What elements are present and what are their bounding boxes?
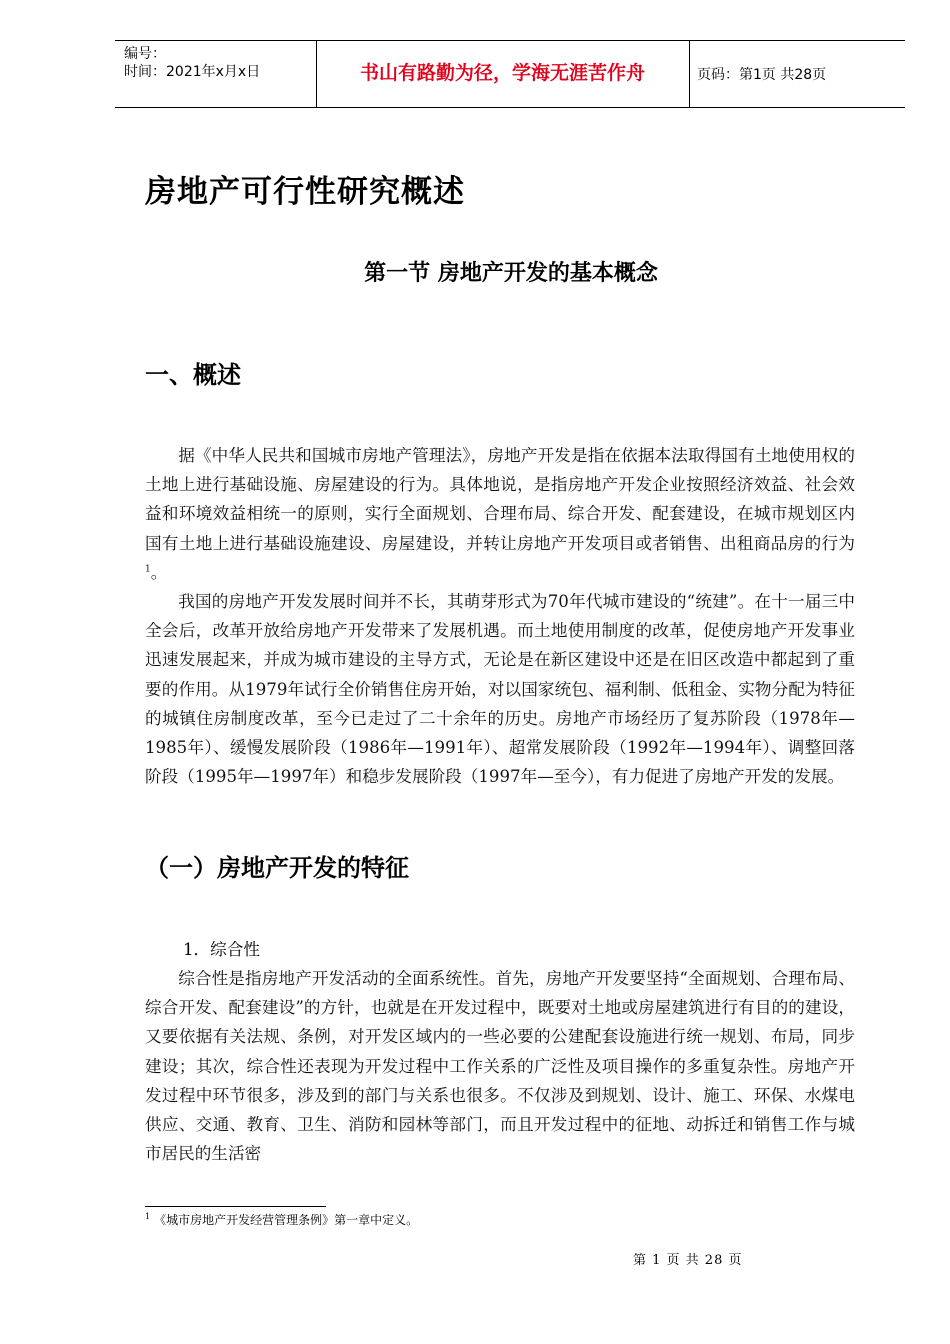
heading-characteristics: （一）房地产开发的特征 xyxy=(145,854,409,882)
footnote-mark: 1 xyxy=(145,1212,151,1221)
paragraph-history: 我国的房地产开发发展时间并不长，其萌芽形式为70年代城市建设的“统建”。在十一届三中全会后，改革开放给房地产开发带来了发展机遇。而土地使用制度的改革，促使房地产开发事业迅速发展起来，并成为城市建设的主导方式，无论是在新区建设中还是在旧区改造中都起到了重要的作用。从1979年试行全价销售住房开始，对以国家统包、福利制、低租金、实物分配为特征的城镇住房制度改革，至今已走过了二十余年的历史。房地产市场经历了复苏阶段（1978年—1985年）、缓慢发展阶段（1986年—1991年）、超常发展阶段（1992年—1994年）、调整回落阶段（1995年—1997年）和稳步发展阶段（1997年—至今），有力促进了房地产开发的发展。 xyxy=(145,592,855,787)
header-top-rule xyxy=(115,40,905,41)
document-title: 房地产可行性研究概述 xyxy=(145,174,465,210)
paragraph-text: 据《中华人民共和国城市房地产管理法》，房地产开发是指在依据本法取得国有土地使用权的土地上进行基础设施、房屋建设的行为。具体地说，是指房地产开发企业按照经济效益、社会效益和环境效益相统一的原则，实行全面规划、合理布局、综合开发、配套建设，在城市规划区内国有土地上进行基础设施建设、房屋建设，并转让房地产开发项目或者销售、出租商品房的行为 xyxy=(145,446,855,553)
header-page-info: 页码：第1页 共28页 xyxy=(697,67,827,83)
header-number-label: 编号： xyxy=(124,46,166,62)
heading-overview: 一、概述 xyxy=(145,361,241,389)
section-title: 第一节 房地产开发的基本概念 xyxy=(364,261,658,286)
footnote-reference[interactable]: 1 xyxy=(145,564,151,575)
paragraph-comprehensiveness: 综合性是指房地产开发活动的全面系统性。首先，房地产开发要坚持“全面规划、合理布局、综合开发、配套建设”的方针，也就是在开发过程中，既要对土地或房屋建筑进行有目的的建设，又要依据有关法规、条例，对开发区域内的一些必要的公建配套设施进行统一规划、布局，同步建设；其次，综合性还表现为开发过程中工作关系的广泛性及项目操作的多重复杂性。房地产开发过程中环节很多，涉及到的部门与关系也很多。不仅涉及到规划、设计、施工、环保、水煤电供应、交通、教育、卫生、消防和园林等部门，而且开发过程中的征地、动拆迁和销售工作与城市居民的生活密 xyxy=(145,969,855,1164)
page-footer: 第 1 页 共 28 页 xyxy=(633,1253,743,1268)
paragraph-end: 。 xyxy=(150,562,168,582)
header-divider xyxy=(689,40,690,108)
footnote-text: 《城市房地产开发经营管理条例》第一章中定义。 xyxy=(154,1213,419,1227)
header-motto: 书山有路勤为径，学海无涯苦作舟 xyxy=(359,62,645,84)
footnote-separator xyxy=(145,1206,326,1207)
list-item-comprehensiveness: 1．综合性 xyxy=(183,940,260,959)
header-time-label: 时间：2021年x月x日 xyxy=(124,64,261,80)
paragraph-definition xyxy=(145,441,855,587)
footnote xyxy=(145,1212,418,1228)
header-bottom-rule xyxy=(115,107,905,108)
